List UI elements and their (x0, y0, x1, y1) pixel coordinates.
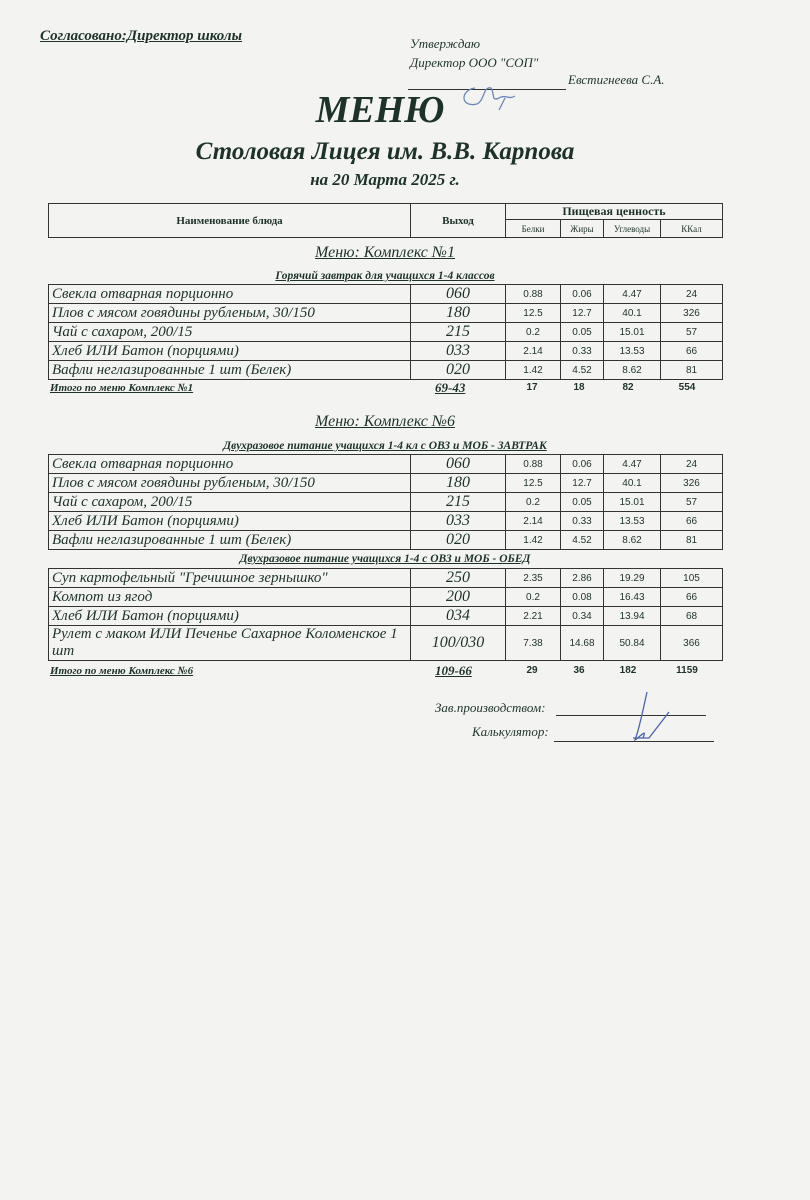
complex1-table (48, 284, 723, 380)
dish-name: Свекла отварная порционно (49, 455, 411, 474)
col-fat: Жиры (561, 220, 604, 238)
fat: 0.05 (561, 493, 604, 512)
carbs: 15.01 (604, 323, 661, 342)
kcal: 326 (661, 304, 723, 323)
carbs: 8.62 (604, 531, 661, 550)
total-price: 109-66 (435, 663, 472, 678)
fat: 0.08 (561, 588, 604, 607)
table-row (49, 342, 723, 361)
carbs: 4.47 (604, 285, 661, 304)
output: 020 (411, 531, 506, 550)
carbs: 16.43 (604, 588, 661, 607)
complex1-title: Меню: Комплекс №1 (315, 244, 455, 261)
output: 060 (411, 455, 506, 474)
kcal: 81 (661, 361, 723, 380)
complex6-lunch-table (48, 568, 723, 661)
output: 180 (411, 304, 506, 323)
kcal: 24 (661, 285, 723, 304)
carbs: 40.1 (604, 474, 661, 493)
carbs: 4.47 (604, 455, 661, 474)
protein: 2.21 (506, 607, 561, 626)
dish-name: Хлеб ИЛИ Батон (порциями) (49, 512, 411, 531)
kcal: 57 (661, 493, 723, 512)
table-row (49, 512, 723, 531)
table-row (49, 607, 723, 626)
carbs: 8.62 (604, 361, 661, 380)
fat: 12.7 (561, 304, 604, 323)
protein: 1.42 (506, 531, 561, 550)
total-label: Итого по меню Комплекс №1 (50, 382, 194, 394)
dish-name: Вафли неглазированные 1 шт (Белек) (49, 361, 411, 380)
total-fat: 18 (573, 382, 585, 393)
protein: 0.88 (506, 285, 561, 304)
total-protein: 29 (526, 665, 538, 676)
column-header-table (48, 203, 723, 238)
agreed-by: Согласовано:Директор школы (40, 28, 242, 44)
protein: 2.14 (506, 512, 561, 531)
fat: 0.06 (561, 285, 604, 304)
table-row (49, 304, 723, 323)
kcal: 68 (661, 607, 723, 626)
carbs: 13.53 (604, 342, 661, 361)
output: 034 (411, 607, 506, 626)
kcal: 24 (661, 455, 723, 474)
table-row (49, 361, 723, 380)
complex6-lunch-section: Двухразовое питание учащихся 1-4 с ОВЗ и МОБ - ОБЕД (239, 553, 531, 565)
table-row (49, 569, 723, 588)
carbs: 19.29 (604, 569, 661, 588)
output: 020 (411, 361, 506, 380)
dish-name: Хлеб ИЛИ Батон (порциями) (49, 607, 411, 626)
carbs: 50.84 (604, 626, 661, 661)
complex6-title: Меню: Комплекс №6 (315, 413, 455, 430)
protein: 0.2 (506, 493, 561, 512)
kcal: 66 (661, 512, 723, 531)
output: 033 (411, 512, 506, 531)
output: 100/030 (411, 626, 506, 661)
fat: 12.7 (561, 474, 604, 493)
kcal: 366 (661, 626, 723, 661)
dish-name: Плов с мясом говядины рубленым, 30/150 (49, 474, 411, 493)
fat: 4.52 (561, 531, 604, 550)
protein: 1.42 (506, 361, 561, 380)
complex6-total (50, 665, 722, 681)
table-row (49, 285, 723, 304)
table-row (49, 474, 723, 493)
director-name: Евстигнеева С.А. (568, 72, 665, 87)
total-carbs: 182 (619, 665, 637, 676)
dish-name: Хлеб ИЛИ Батон (порциями) (49, 342, 411, 361)
output: 033 (411, 342, 506, 361)
page-title: МЕНЮ (315, 89, 445, 131)
total-fat: 36 (573, 665, 585, 676)
table-row (49, 455, 723, 474)
col-kcal: ККал (661, 220, 723, 238)
dish-name: Вафли неглазированные 1 шт (Белек) (49, 531, 411, 550)
protein: 0.2 (506, 323, 561, 342)
complex6-breakfast-section: Двухразовое питание учащихся 1-4 кл с ОВЗ и МОБ - ЗАВТРАК (223, 440, 547, 452)
fat: 0.33 (561, 512, 604, 531)
approval-block (410, 34, 538, 72)
output: 060 (411, 285, 506, 304)
col-carbs: Углеводы (604, 220, 661, 238)
complex6-breakfast-table (48, 454, 723, 550)
protein: 2.14 (506, 342, 561, 361)
dish-name: Компот из ягод (49, 588, 411, 607)
dish-name: Суп картофельный "Гречишное зернышко" (49, 569, 411, 588)
dish-name: Рулет с маком ИЛИ Печенье Сахарное Коломенское 1 шт (49, 626, 411, 661)
approver-title: Директор ООО "СОП" (410, 55, 539, 70)
protein: 12.5 (506, 474, 561, 493)
table-row (49, 588, 723, 607)
kcal: 66 (661, 588, 723, 607)
col-output: Выход (411, 204, 506, 238)
kcal: 81 (661, 531, 723, 550)
output: 215 (411, 493, 506, 512)
carbs: 15.01 (604, 493, 661, 512)
output: 215 (411, 323, 506, 342)
total-kcal: 1159 (676, 665, 698, 676)
menu-date: на 20 Марта 2025 г. (310, 170, 460, 189)
total-label: Итого по меню Комплекс №6 (50, 665, 194, 677)
dish-name: Чай с сахаром, 200/15 (49, 323, 411, 342)
output: 180 (411, 474, 506, 493)
calculator-label: Калькулятор: (472, 724, 549, 739)
output: 250 (411, 569, 506, 588)
col-protein: Белки (506, 220, 561, 238)
table-row (49, 493, 723, 512)
col-name: Наименование блюда (49, 204, 411, 238)
total-protein: 17 (526, 382, 538, 393)
canteen-name: Столовая Лицея им. В.В. Карпова (195, 138, 575, 165)
protein: 0.88 (506, 455, 561, 474)
fat: 4.52 (561, 361, 604, 380)
protein: 0.2 (506, 588, 561, 607)
carbs: 13.94 (604, 607, 661, 626)
carbs: 13.53 (604, 512, 661, 531)
fat: 0.06 (561, 455, 604, 474)
fat: 2.86 (561, 569, 604, 588)
complex1-section: Горячий завтрак для учащихся 1-4 классов (275, 270, 495, 282)
protein: 2.35 (506, 569, 561, 588)
kcal: 57 (661, 323, 723, 342)
fat: 0.33 (561, 342, 604, 361)
col-nutrition: Пищевая ценность (506, 204, 723, 220)
dish-name: Чай с сахаром, 200/15 (49, 493, 411, 512)
table-row (49, 323, 723, 342)
dish-name: Свекла отварная порционно (49, 285, 411, 304)
fat: 0.05 (561, 323, 604, 342)
total-kcal: 554 (678, 382, 696, 393)
kcal: 326 (661, 474, 723, 493)
total-price: 69-43 (435, 380, 466, 395)
kcal: 105 (661, 569, 723, 588)
fat: 14.68 (561, 626, 604, 661)
table-row (49, 626, 723, 661)
total-carbs: 82 (622, 382, 634, 393)
signature-icon (625, 690, 675, 750)
complex1-total (50, 382, 722, 398)
production-label: Зав.производством: (435, 700, 546, 715)
protein: 7.38 (506, 626, 561, 661)
kcal: 66 (661, 342, 723, 361)
dish-name: Плов с мясом говядины рубленым, 30/150 (49, 304, 411, 323)
approve-label: Утверждаю (410, 36, 481, 51)
table-row (49, 531, 723, 550)
carbs: 40.1 (604, 304, 661, 323)
output: 200 (411, 588, 506, 607)
fat: 0.34 (561, 607, 604, 626)
protein: 12.5 (506, 304, 561, 323)
